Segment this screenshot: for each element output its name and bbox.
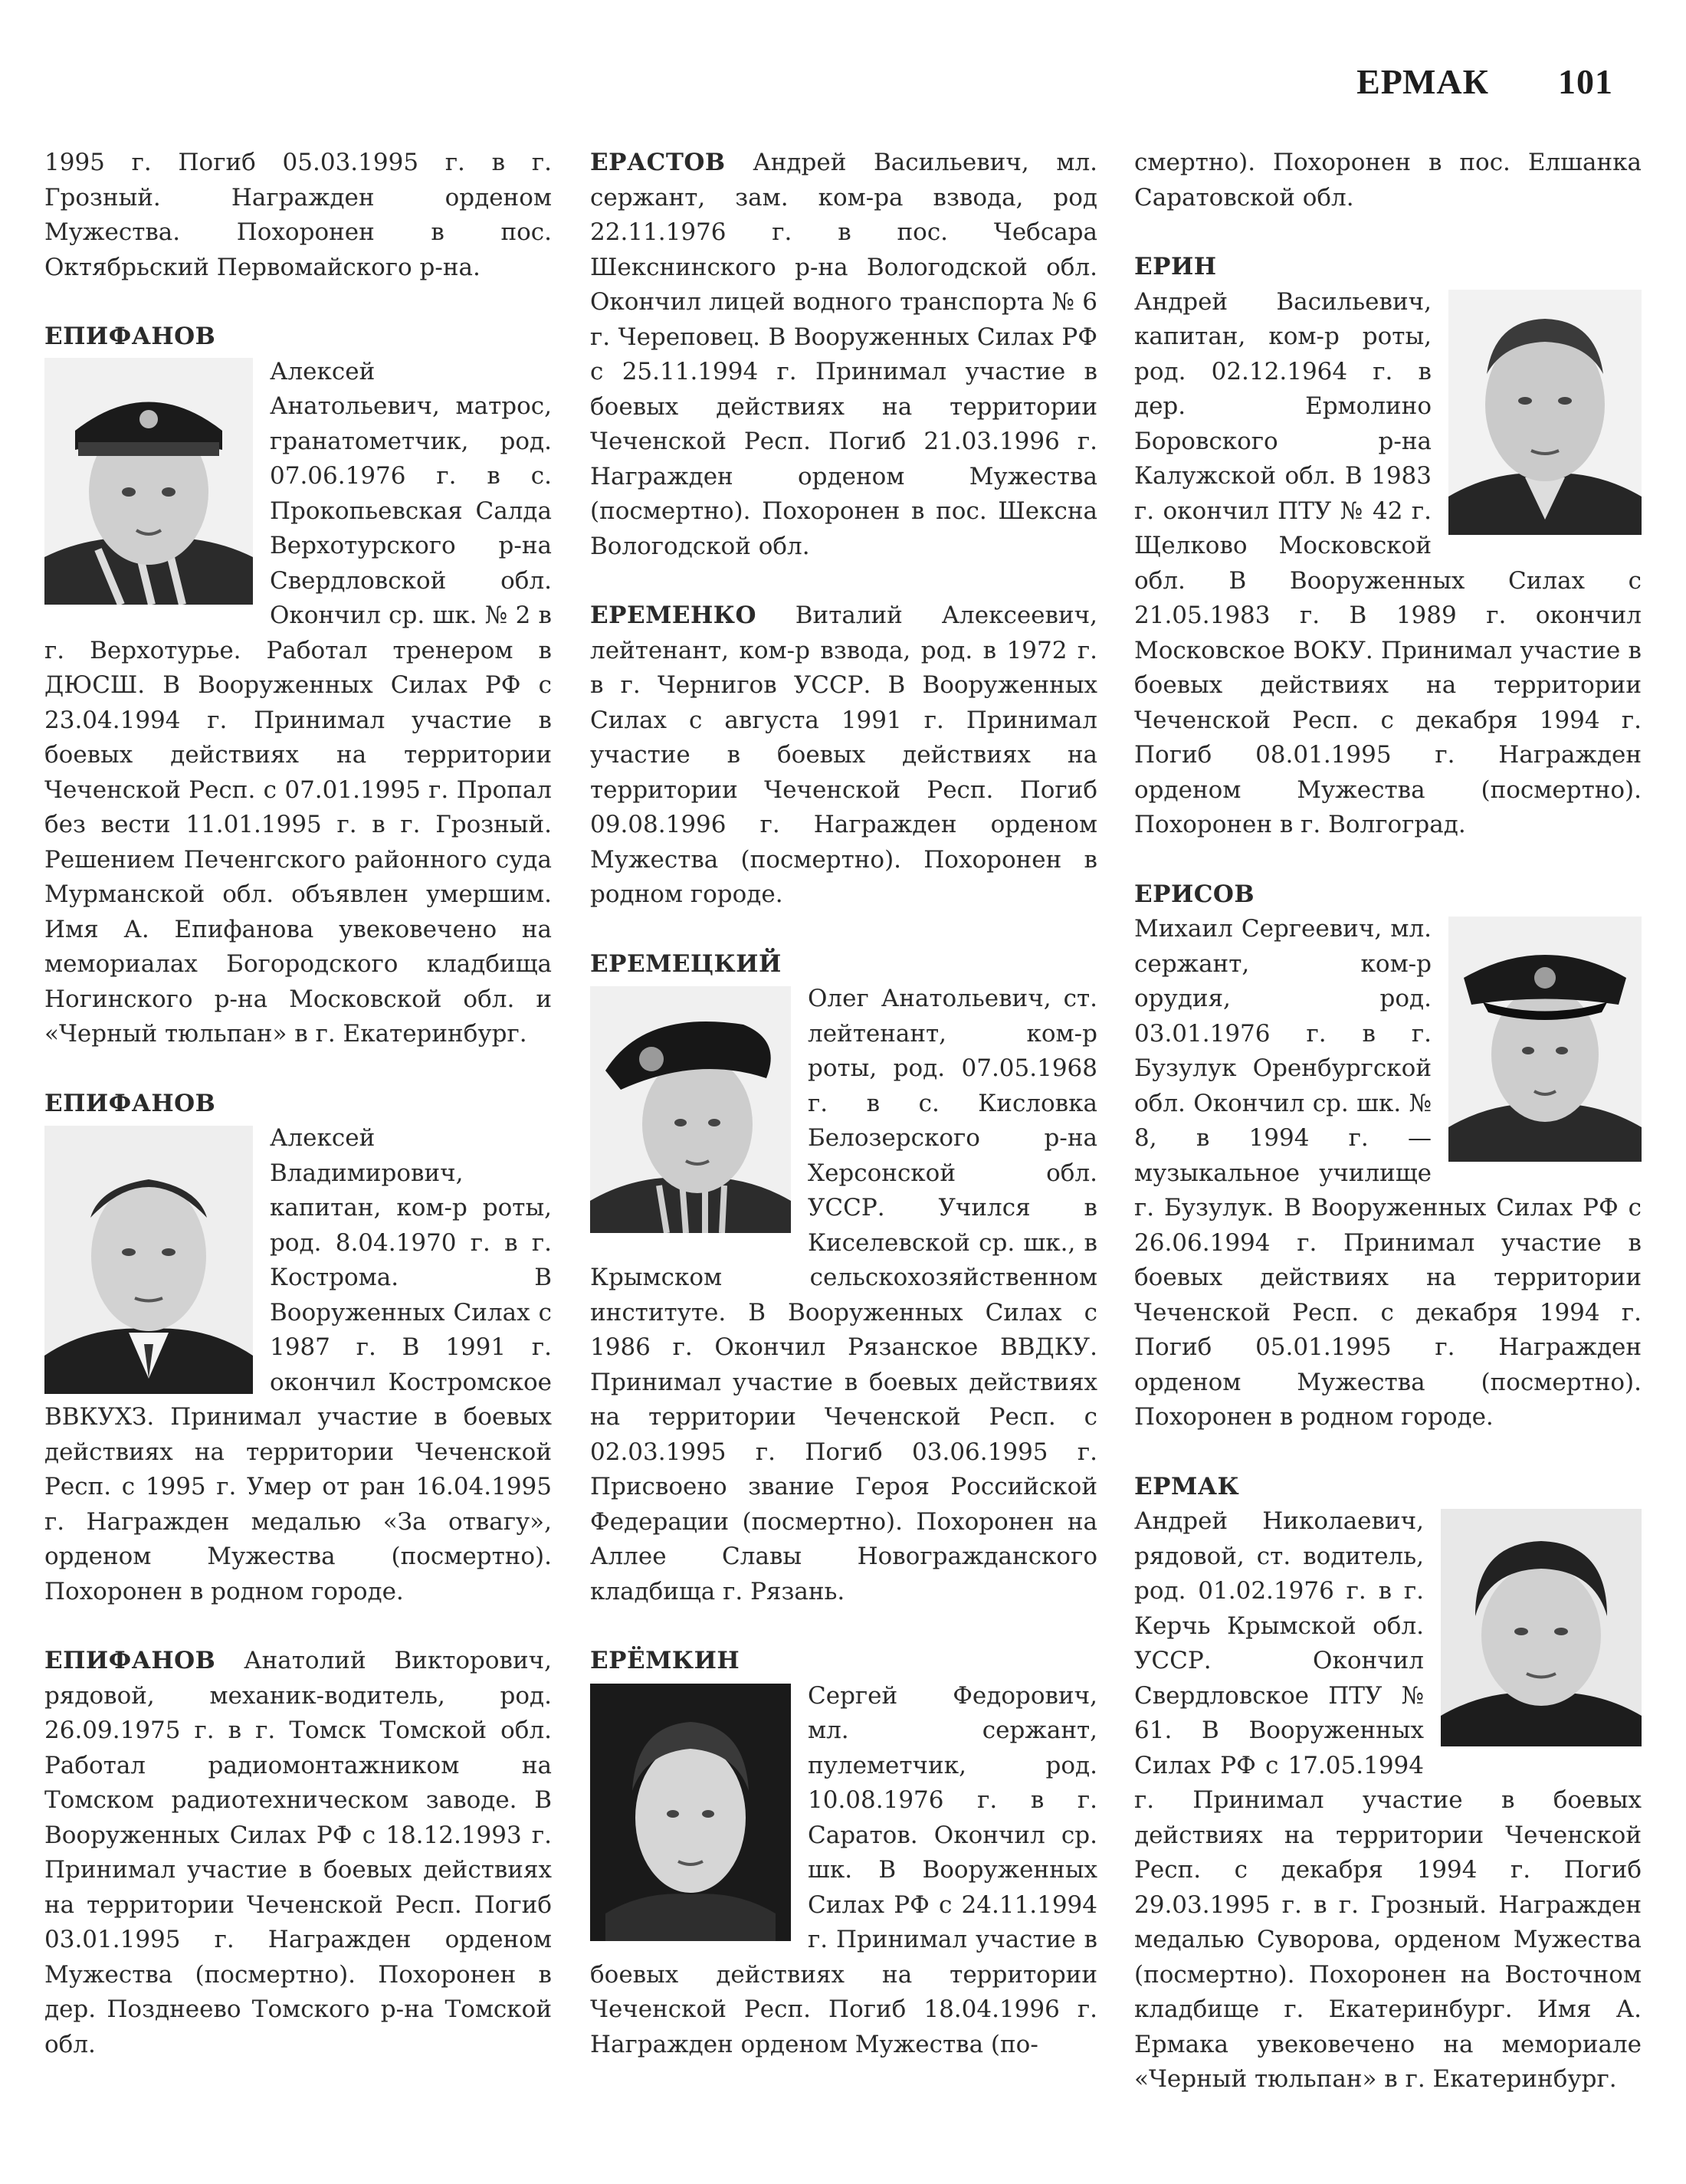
column-1 [44,146,552,2097]
entry-surname: ЕРМАК [1134,1472,1240,1500]
portrait-short-hair-icon [1441,1509,1642,1746]
entry-eryomkin [590,1644,1097,2062]
entry-epifanov-aleksey-anatolievich [44,320,552,1052]
portrait-officer-uniform-icon [44,1126,253,1394]
entry-epifanov-anatoly [44,1644,552,2062]
entry-erastov [590,146,1097,564]
entry-continuation [44,146,552,285]
portrait-photo [590,1684,791,1941]
portrait-beret-icon [590,986,791,1233]
running-head [1356,61,1613,102]
column-3 [1134,146,1642,2132]
entry-body: Анатолий Викторович, рядовой, механик-водитель, род. 26.09.1975 г. в г. Томск Томской обл. Работал радиомонтажником на Томском радиотехническом заводе. В Вооруженных Силах РФ с 18.12.1993 г. Принимал участие в боевых действиях на территории Чеченской Респ. Погиб 03.01.1995 г. Награжден орденом Мужества (посмертно). Похоронен в дер. Позднеево Томского р-на Томской обл. [44,1647,552,2058]
entry-surname: ЕПИФАНОВ [44,323,216,350]
entry-erisov [1134,877,1642,1435]
entry-surname: ЕРИСОВ [1134,880,1255,908]
page-number: 101 [1558,62,1613,101]
entry-body: Андрей Васильевич, мл. сержант, зам. ком-ра взвода, род 22.11.1976 г. в пос. Чебсара Шекснинского р-на Вологодской обл. Окончил лицей водного транспорта № 6 г. Череповец. В Вооруженных Силах РФ с 25.11.1994 г. Принимал участие в боевых действиях на территории Чеченской Респ. Погиб 21.03.1996 г. Награжден орденом Мужества (посмертно). Похоронен в пос. Шексна Вологодской обл. [590,149,1097,560]
entry-body: Сергей Федорович, мл. сержант, пулеметчик, род. 10.08.1976 г. в г. Саратов. Окончил ср. шк. В Вооруженных Силах РФ с 24.11.1994 г. Принимал участие в боевых действиях на территории Чеченской Респ. Погиб 18.04.1996 г. Награжден орденом Мужества (по- [590,1681,1097,2058]
portrait-officer-shirt-icon [1448,290,1642,535]
entry-surname: ЕРАСТОВ [590,149,726,176]
entry-body: Алексей Владимирович, капитан, ком-р роты, род. 8.04.1970 г. в г. Кострома. В Вооруженных Силах с 1987 г. В 1991 г. окончил Костромское ВВКУХЗ. Принимал участие в боевых действиях на территории Чеченской Респ. с 1995 г. Умер от ран 16.04.1995 г. Награжден медалью «За отвагу», орденом Мужества (посмертно). Похоронен в родном городе. [44,1124,552,1605]
entry-surname: ЕРЁМКИН [590,1647,740,1674]
entry-body: 1995 г. Погиб 05.03.1995 г. в г. Грозный. Награжден орденом Мужества. Похоронен в пос. Октябрьский Первомайского р-на. [44,149,552,281]
portrait-photo [1448,290,1642,535]
portrait-photo [1448,917,1642,1162]
portrait-young-man-icon [590,1684,791,1941]
entry-surname: ЕПИФАНОВ [44,1647,216,1674]
entry-body: Михаил Сергеевич, мл. сержант, ком-р орудия, род. 03.01.1976 г. в г. Бузулук Оренбургской обл. Окончил ср. шк. № 8, в 1994 г. — музыкальное училище г. Бузулук. В Вооруженных Силах РФ с 26.06.1994 г. Принимал участие в боевых действиях на территории Чеченской Респ. с декабря 1994 г. Погиб 05.01.1995 г. Награжден орденом Мужества (посмертно). Похоронен в родном городе. [1134,915,1642,1431]
column-2 [590,146,1097,2097]
portrait-photo [44,1126,253,1394]
entry-epifanov-aleksey-vladimirovich [44,1087,552,1610]
portrait-photo [44,358,253,605]
entry-body: смертно). Похоронен в пос. Елшанка Саратовской обл. [1134,149,1642,212]
entry-surname: ЕРИН [1134,253,1217,280]
entry-body: Андрей Васильевич, капитан, ком-р роты, род. 02.12.1964 г. в дер. Ермолино Боровского р-на Калужской обл. В 1983 г. окончил ПТУ № 42 г. Щелково Московской обл. В Вооруженных Силах с 21.05.1983 г. В 1989 г. окончил Московское ВОКУ. Принимал участие в боевых действиях на территории Чеченской Респ. с декабря 1994 г. Погиб 08.01.1995 г. Награжден орденом Мужества (посмертно). Похоронен в г. Волгоград. [1134,287,1642,838]
entry-body: Алексей Анатольевич, матрос, гранатометчик, род. 07.06.1976 г. в с. Прокопьевская Салда Верхотурского р-на Свердловской обл. Окончил ср. шк. № 2 в г. Верхотурье. Работал тренером в ДЮСШ. В Вооруженных Силах РФ с 23.04.1994 г. Принимал участие в боевых действиях на территории Чеченской Респ. с 07.01.1995 г. Пропал без вести 11.01.1995 г. в г. Грозный. Решением Печенгского районного суда Мурманской обл. объявлен умершим. Имя А. Епифанова увековечено на мемориалах Богородского кладбища Ногинского р-на Московской обл. и «Черный тюльпан» в г. Екатеринбург. [44,357,552,1048]
entry-body: Андрей Николаевич, рядовой, ст. водитель, род. 01.02.1976 г. в г. Керчь Крымской обл. УССР. Окончил Свердловское ПТУ № 61. В Вооруженных Силах РФ с 17.05.1994 г. Принимал участие в боевых действиях на территории Чеченской Респ. с декабря 1994 г. Погиб 29.03.1995 г. в г. Грозный. Награжден медалью Суворова, орденом Мужества (посмертно). Похоронен на Восточном кладбище г. Екатеринбург. Имя А. Ермака увековечено на мемориале «Черный тюльпан» в г. Екатеринбург. [1134,1507,1642,2093]
portrait-photo [1441,1509,1642,1746]
entry-surname: ЕПИФАНОВ [44,1089,216,1117]
portrait-peaked-cap-icon [1448,917,1642,1162]
entry-continuation [1134,146,1642,215]
entry-body: Виталий Алексеевич, лейтенант, ком-р взвода, род. в 1972 г. в г. Чернигов УССР. В Вооруженных Силах с августа 1991 г. Принимал участие в боевых действиях на территории Чеченской Респ. Погиб 09.08.1996 г. Награжден орденом Мужества (посмертно). Похоронен в родном городе. [590,602,1097,908]
entry-erin [1134,250,1642,843]
entry-surname: ЕРЕМЕЦКИЙ [590,949,782,978]
portrait-photo [590,986,791,1233]
entry-ermak [1134,1470,1642,2097]
portrait-sailor-cap-icon [44,358,253,605]
entry-eremetsky [590,947,1097,1610]
entry-eremenko [590,598,1097,913]
running-head-word: ЕРМАК [1356,62,1489,101]
entry-surname: ЕРЕМЕНКО [590,602,757,629]
entry-body: Олег Анатольевич, ст. лейтенант, ком-р роты, род. 07.05.1968 г. в с. Кисловка Белозерского р-на Херсонской обл. УССР. Учился в Киселевской ср. шк., в Крымском сельскохозяйственном институте. В Вооруженных Силах с 1986 г. Окончил Рязанское ВВДКУ. Принимал участие в боевых действиях на территории Чеченской Респ. с 02.03.1995 г. Погиб 03.06.1995 г. Присвоено звание Героя Российской Федерации (посмертно). Похоронен на Аллее Славы Новогражданского кладбища г. Рязань. [590,985,1097,1605]
